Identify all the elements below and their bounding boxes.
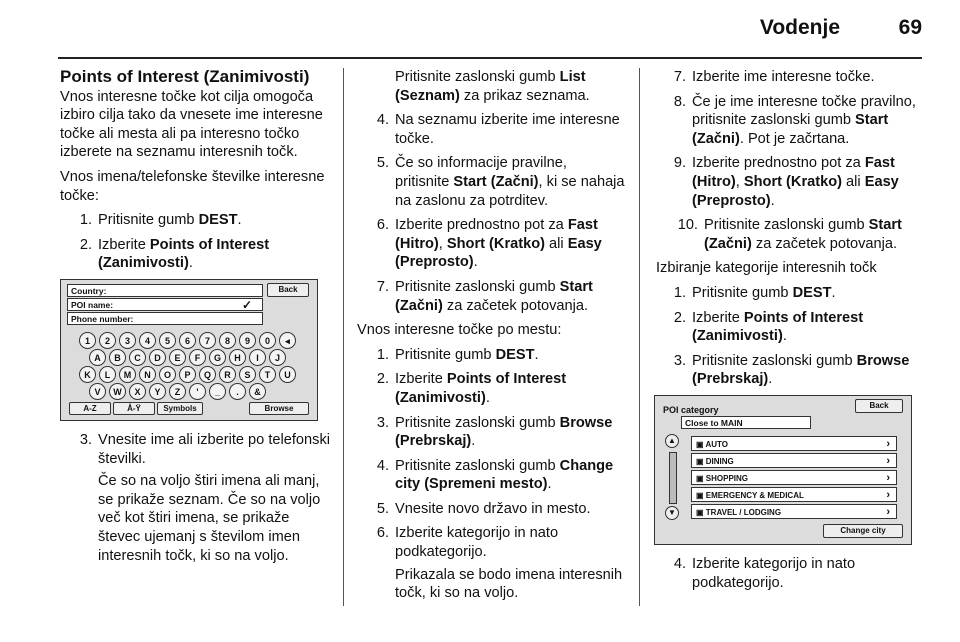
page-number: 69 bbox=[898, 16, 922, 39]
keyboard-key: O bbox=[159, 366, 176, 383]
step: 1. Pritisnite gumb DEST. bbox=[79, 212, 242, 229]
keyboard-key: 6 bbox=[179, 332, 196, 349]
back-button: Back bbox=[855, 399, 903, 413]
keyboard-key: 2 bbox=[99, 332, 116, 349]
keyboard-key: ◂ bbox=[279, 332, 296, 349]
keyboard-key: J bbox=[269, 349, 286, 366]
column-2 bbox=[357, 68, 625, 609]
step: 4. Izberite kategorijo in nato podkategorijo. bbox=[673, 555, 856, 591]
country-field: Country: bbox=[67, 284, 263, 297]
keyboard-key: 1 bbox=[79, 332, 96, 349]
chevron-right-icon: › bbox=[886, 454, 890, 467]
keyboard-key: 3 bbox=[119, 332, 136, 349]
category-item bbox=[691, 470, 897, 485]
poi-category-screen-image bbox=[654, 395, 912, 545]
keyboard-key: A bbox=[89, 349, 106, 366]
checkmark-icon: ✓ bbox=[241, 297, 252, 312]
steps-list bbox=[60, 431, 332, 565]
keyboard-key: T bbox=[259, 366, 276, 383]
keyboard-key: Y bbox=[149, 383, 166, 400]
back-button: Back bbox=[267, 283, 309, 297]
column-divider bbox=[639, 68, 640, 606]
keyboard-key: . bbox=[229, 383, 246, 400]
chevron-right-icon: › bbox=[886, 437, 890, 450]
screen-title: POI category bbox=[663, 404, 719, 415]
step: 7. Izberite ime interesne točke. bbox=[673, 69, 875, 85]
category-label: TRAVEL / LODGING bbox=[705, 507, 782, 517]
step: 3. Pritisnite zaslonski gumb Browse (Prebrskaj). bbox=[376, 414, 613, 450]
subheading: Vnos imena/telefonske številke interesne točke: bbox=[60, 168, 325, 204]
browse-button: Browse bbox=[249, 402, 309, 415]
column-3 bbox=[654, 68, 924, 598]
keyboard-key: 5 bbox=[159, 332, 176, 349]
keyboard-key: B bbox=[109, 349, 126, 366]
header-rule bbox=[58, 57, 922, 59]
step: 6. Izberite prednostno pot za Fast (Hitro), Short (Kratko) ali Easy (Preprosto). bbox=[376, 217, 602, 271]
change-city-button: Change city bbox=[823, 524, 903, 538]
category-icon: ▣ bbox=[696, 456, 706, 466]
keyboard-key: X bbox=[129, 383, 146, 400]
category-label: AUTO bbox=[705, 439, 729, 449]
keyboard-key: N bbox=[139, 366, 156, 383]
category-label: EMERGENCY & MEDICAL bbox=[705, 490, 804, 500]
category-icon: ▣ bbox=[696, 490, 706, 500]
keyboard-key: K bbox=[79, 366, 96, 383]
step: 6. Izberite kategorijo in nato podkategorijo. Prikazala se bodo imena interesnih točk, ki so na voljo. bbox=[369, 524, 625, 602]
column-1 bbox=[60, 68, 332, 571]
keyboard-key: 4 bbox=[139, 332, 156, 349]
az-button: A-Z bbox=[69, 402, 111, 415]
keyboard-screen-image bbox=[60, 279, 318, 421]
chevron-right-icon: › bbox=[886, 471, 890, 484]
keyboard-key: I bbox=[249, 349, 266, 366]
keyboard-key: S bbox=[239, 366, 256, 383]
keyboard-key: E bbox=[169, 349, 186, 366]
steps-list bbox=[654, 555, 924, 592]
keyboard-key: L bbox=[99, 366, 116, 383]
keyboard-key: 8 bbox=[219, 332, 236, 349]
intro-paragraph: Vnos interesne točke kot cilja omogoča izbiro cilja tako da vnesete ime interesne točke ali mesta ali pa interesno točko izberete na seznamu interesnih točk. bbox=[60, 88, 323, 161]
step: 2. Izberite Points of Interest (Zanimivosti). bbox=[376, 371, 567, 406]
poi-name-field: POI name: ✓ bbox=[67, 298, 263, 311]
step: 10. Pritisnite zaslonski gumb Start (Začni) za začetek potovanja. bbox=[677, 217, 902, 252]
step: 1. Pritisnite gumb DEST. bbox=[673, 284, 836, 301]
keyboard-key: R bbox=[219, 366, 236, 383]
keyboard-key: ' bbox=[189, 383, 206, 400]
keyboard-key: F bbox=[189, 349, 206, 366]
keyboard-key: V bbox=[89, 383, 106, 400]
category-icon: ▣ bbox=[696, 439, 706, 449]
step-note: Prikazala se bodo imena interesnih točk, ki so na voljo. bbox=[395, 566, 623, 602]
step: 5. Če so informacije pravilne, pritisnite Start (Začni), ki se nahaja na zaslonu za potrditev. bbox=[376, 155, 625, 209]
step: 9. Izberite prednostno pot za Fast (Hitro), Short (Kratko) ali Easy (Preprosto). bbox=[673, 155, 899, 209]
section-heading: Points of Interest (Zanimivosti) bbox=[60, 67, 310, 86]
phone-number-field: Phone number: bbox=[67, 312, 263, 325]
step: 8. Če je ime interesne točke pravilno, pritisnite zaslonski gumb Start (Začni). Pot je začrtana. bbox=[673, 93, 916, 147]
steps-list bbox=[654, 68, 924, 253]
scroll-up-icon: ▲ bbox=[665, 434, 679, 448]
scrollbar bbox=[669, 452, 677, 504]
keyboard-key: W bbox=[109, 383, 126, 400]
step: 2. Izberite Points of Interest (Zanimivosti). bbox=[79, 236, 270, 272]
steps-list bbox=[357, 346, 625, 603]
category-icon: ▣ bbox=[696, 473, 706, 483]
keyboard-key: Z bbox=[169, 383, 186, 400]
symbols-button: Symbols bbox=[157, 402, 203, 415]
subheading: Izbiranje kategorije interesnih točk bbox=[656, 260, 877, 277]
steps-list bbox=[654, 284, 924, 389]
scroll-down-icon: ▼ bbox=[665, 506, 679, 520]
step: 2. Izberite Points of Interest (Zanimivosti). bbox=[673, 309, 864, 345]
keyboard-key: H bbox=[229, 349, 246, 366]
step: 4. Na seznamu izberite ime interesne točke. bbox=[376, 112, 620, 147]
category-item bbox=[691, 504, 897, 519]
chevron-right-icon: › bbox=[886, 505, 890, 518]
keyboard-key: D bbox=[149, 349, 166, 366]
step: 5. Vnesite novo državo in mesto. bbox=[376, 500, 591, 517]
category-item bbox=[691, 436, 897, 451]
keyboard-key: C bbox=[129, 349, 146, 366]
steps-list bbox=[60, 211, 332, 273]
keyboard-key: 9 bbox=[239, 332, 256, 349]
keyboard-key: G bbox=[209, 349, 226, 366]
steps-list bbox=[357, 68, 625, 315]
category-item bbox=[691, 487, 897, 502]
chapter-title: Vodenje bbox=[759, 16, 840, 39]
keyboard-key: & bbox=[249, 383, 266, 400]
page-header bbox=[0, 0, 960, 60]
keyboard-key: Q bbox=[199, 366, 216, 383]
step: 1. Pritisnite gumb DEST. bbox=[376, 346, 539, 363]
close-to-main-field: Close to MAIN bbox=[681, 416, 811, 429]
step: 3. Vnesite ime ali izberite po telefonski številki. Če so na voljo štiri imena ali manj, se prikaže seznam. Če so na voljo več kot štiri imena, se prikaže števec ujemanj s številom imen interesnih točk, ki so na voljo. bbox=[79, 431, 330, 564]
keyboard-key: P bbox=[179, 366, 196, 383]
keyboard-key: 7 bbox=[199, 332, 216, 349]
category-label: DINING bbox=[705, 456, 734, 466]
subheading: Vnos interesne točke po mestu: bbox=[357, 322, 562, 339]
step: 4. Pritisnite zaslonski gumb Change city (Spremeni mesto). bbox=[376, 457, 614, 493]
step-note: Če so na voljo štiri imena ali manj, se prikaže seznam. Če so na voljo več kot štiri imena, se prikaže števec ujemanj s številom imen interesnih točk, ki so na voljo. bbox=[98, 473, 321, 564]
step: 3. Pritisnite zaslonski gumb Browse (Prebrskaj). bbox=[673, 352, 910, 388]
category-label: SHOPPING bbox=[705, 473, 749, 483]
keyboard-key: 0 bbox=[259, 332, 276, 349]
chevron-right-icon: › bbox=[886, 488, 890, 501]
keyboard-key: M bbox=[119, 366, 136, 383]
category-icon: ▣ bbox=[696, 507, 706, 517]
step: 7. Pritisnite zaslonski gumb Start (Začni) za začetek potovanja. bbox=[376, 278, 593, 314]
ay-button: Å-Ÿ bbox=[113, 402, 155, 415]
keyboard-key: U bbox=[279, 366, 296, 383]
column-divider bbox=[343, 68, 344, 606]
step-continued: Pritisnite zaslonski gumb List (Seznam) za prikaz seznama. bbox=[395, 69, 590, 104]
category-item bbox=[691, 453, 897, 468]
keyboard-key: _ bbox=[209, 383, 226, 400]
